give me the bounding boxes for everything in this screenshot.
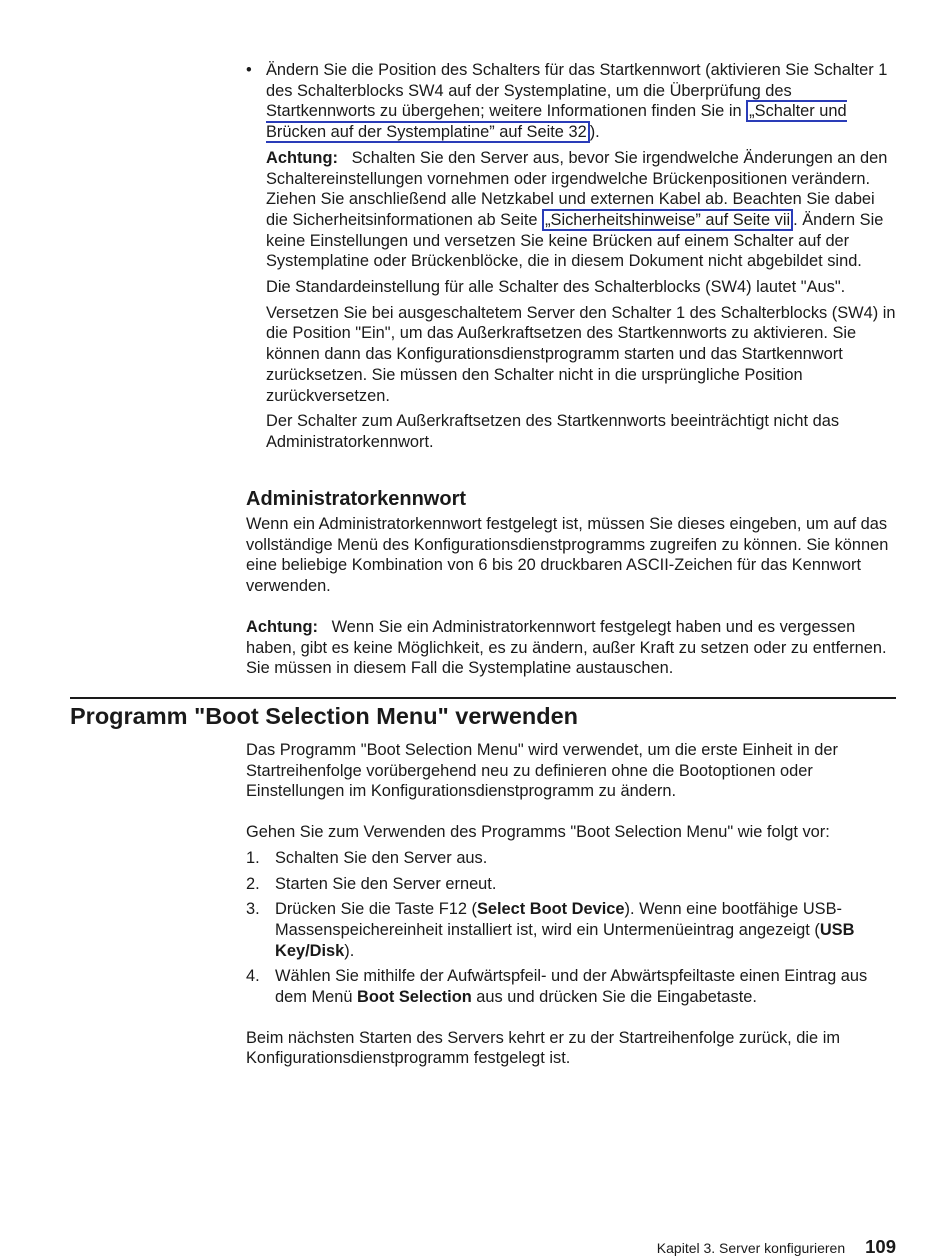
page-footer	[657, 1236, 896, 1258]
footer-chapter: Kapitel 3. Server konfigurieren	[656, 1240, 846, 1256]
admin-attention-notice	[246, 617, 898, 679]
bullet-marker: •	[246, 61, 252, 79]
bullet-body	[266, 60, 896, 453]
attention-text-after: . Ändern Sie keine Einstellungen und versetzen Sie keine Brücken auf einem Schalter auf der Systemplatine oder Brückenblöcke, die in diesem Dokument nicht abgebildet sind.	[266, 210, 884, 271]
safety-notices-link[interactable]: „Sicherheitshinweise” auf Seite vii	[542, 209, 793, 231]
boot-menu-heading: Programm "Boot Selection Menu" verwenden	[70, 703, 579, 729]
step-number: 3.	[246, 900, 260, 919]
steps-intro: Gehen Sie zum Verwenden des Programms "Boot Selection Menu" wie folgt vor:	[246, 823, 830, 842]
step-text: Schalten Sie den Server aus.	[275, 848, 488, 867]
bullet-text-before: Ändern Sie die Position des Schalters für das Startkennwort (aktivieren Sie Schalter 1 des Schalterblocks SW4 auf der Systemplatine, um die Überprüfung des Startkennworts zu übergehen; weitere Informationen finden Sie in	[266, 61, 888, 121]
step-text-mid: ). Wenn eine bootfähige USB-Massenspeichereinheit installiert ist, wird ein Untermenüeintrag angezeigt (	[275, 900, 842, 939]
boot-menu-intro: Das Programm "Boot Selection Menu" wird verwendet, um die erste Einheit in der Startreihenfolge vorübergehend neu zu definieren ohne die Bootoptionen oder Einstellungen im Konfigurationsdienstprogramm zu ändern.	[246, 741, 838, 801]
default-setting-paragraph: Die Standardeinstellung für alle Schalter des Schalterblocks (SW4) lautet "Aus".	[266, 278, 846, 297]
step-text-post: ).	[344, 941, 355, 960]
switch-position-paragraph: Versetzen Sie bei ausgeschaltetem Server den Schalter 1 des Schalterblocks (SW4) in die Position "Ein", um das Außerkraftsetzen des Startkennworts zu aktivieren. Sie können dann das Konfigurationsdienstprogramm starten und das Startkennwort zurücksetzen. Sie müssen den Schalter nicht in die ursprüngliche Position zurückversetzen.	[266, 303, 896, 405]
step-text	[275, 899, 896, 961]
admin-password-paragraph: Wenn ein Administratorkennwort festgelegt ist, müssen Sie dieses eingeben, um auf das vollständige Menü des Konfigurationsdienstprogramms zugreifen zu können. Sie können eine beliebige Kombination von 6 bis 20 druckbaren ASCII-Zeichen für das Kennwort verwenden.	[246, 515, 889, 596]
step-item	[246, 848, 896, 869]
bullet-text	[266, 60, 896, 143]
step-number: 2.	[246, 874, 260, 893]
boot-selection-label: Boot Selection	[357, 988, 472, 1007]
bullet-text-after: ).	[589, 123, 600, 142]
attention-text-before: Schalten Sie den Server aus, bevor Sie irgendwelche Änderungen an den Schaltereinstellungen vornehmen oder irgendwelche Brückenpositionen verändern. Ziehen Sie anschließend alle Netzkabel und externen Kabel ab. Beachten Sie dabei die Sicherheitsinformationen ab Seite	[266, 148, 888, 229]
bullet-item	[246, 60, 896, 453]
step-text: Starten Sie den Server erneut.	[275, 874, 497, 893]
admin-password-section	[246, 487, 898, 679]
attention-label: Achtung:	[266, 148, 338, 167]
admin-attention-label: Achtung:	[246, 617, 318, 636]
step-item	[246, 874, 896, 895]
section-divider	[70, 697, 896, 699]
startup-password-bullet	[246, 60, 896, 453]
step-text	[275, 966, 896, 1007]
select-boot-device-label: Select Boot Device	[476, 900, 625, 919]
step-text-pre: Drücken Sie die Taste F12 (	[275, 900, 477, 919]
admin-password-heading: Administratorkennwort	[246, 488, 467, 510]
override-paragraph: Der Schalter zum Außerkraftsetzen des Startkennworts beeinträchtigt nicht das Administratorkennwort.	[266, 412, 840, 451]
step-text-pre: Wählen Sie mithilfe der Aufwärtspfeil- und der Abwärtspfeiltaste einen Eintrag aus dem Menü	[275, 967, 868, 1007]
step-item	[246, 966, 896, 1007]
step-number: 1.	[246, 848, 260, 867]
admin-attention-text: Wenn Sie ein Administratorkennwort festgelegt haben und es vergessen haben, gibt es keine Möglichkeit, es zu ändern, außer Kraft zu setzen oder zu entfernen. Sie müssen in diesem Fall die Systemplatine austauschen.	[246, 617, 887, 678]
step-number: 4.	[246, 967, 260, 986]
page-number: 109	[865, 1236, 896, 1257]
attention-notice	[266, 148, 896, 272]
step-item	[246, 899, 896, 961]
steps-list	[246, 848, 896, 1008]
usb-key-disk-label: USB Key/Disk	[275, 920, 855, 960]
boot-menu-closing: Beim nächsten Starten des Servers kehrt er zu der Startreihenfolge zurück, die im Konfigurationsdienstprogramm festgelegt ist.	[246, 1028, 840, 1068]
step-text-post: aus und drücken Sie die Eingabetaste.	[471, 988, 757, 1007]
boot-menu-section	[246, 740, 896, 1069]
switches-jumpers-link[interactable]: „Schalter und Brücken auf der Systemplatine” auf Seite 32	[266, 102, 847, 142]
